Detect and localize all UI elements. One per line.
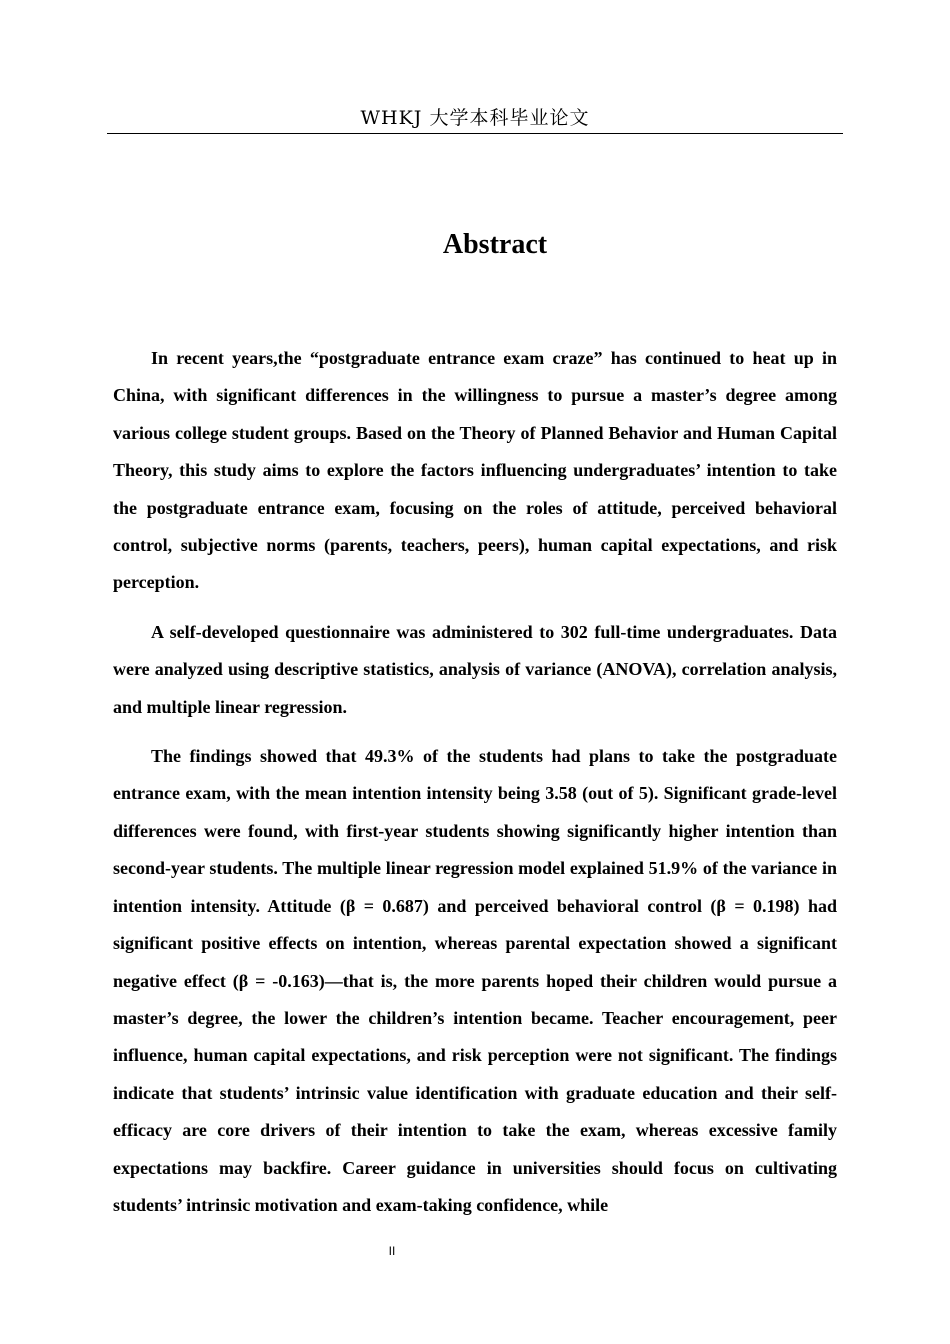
abstract-body	[113, 340, 837, 1236]
running-header: WHKJ 大学本科毕业论文	[107, 105, 843, 134]
abstract-paragraph-3: The findings showed that 49.3% of the students had plans to take the postgraduate entrance exam, with the mean intention intensity being 3.58 (out of 5). Significant grade-level differences were found, with first-year students showing significantly higher intention than second-year students. The multiple linear regression model explained 51.9% of the variance in intention intensity. Attitude (β = 0.687) and perceived behavioral control (β = 0.198) had significant positive effects on intention, whereas parental expectation showed a significant negative effect (β = -0.163)—that is, the more parents hoped their children would pursue a master’s degree, the lower the children’s intention became. Teacher encouragement, peer influence, human capital expectations, and risk perception were not significant. The findings indicate that students’ intrinsic value identification with graduate education and their self-efficacy are core drivers of their intention to take the exam, whereas excessive family expectations may backfire. Career guidance in universities should focus on cultivating students’ intrinsic motivation and exam-taking confidence, while	[113, 746, 837, 1215]
page-number: II	[388, 1244, 396, 1258]
abstract-title: Abstract	[442, 229, 548, 260]
abstract-paragraph-2: A self-developed questionnaire was administered to 302 full-time undergraduates. Data were analyzed using descriptive statistics, analysis of variance (ANOVA), correlation analysis, and multiple linear regression.	[113, 621, 837, 717]
abstract-paragraph-1: In recent years,the “postgraduate entrance exam craze” has continued to heat up in China, with significant differences in the willingness to pursue a master’s degree among various college student groups. Based on the Theory of Planned Behavior and Human Capital Theory, this study aims to explore the factors influencing undergraduates’ intention to take the postgraduate entrance exam, focusing on the roles of attitude, perceived behavioral control, subjective norms (parents, teachers, peers), human capital expectations, and risk perception.	[113, 348, 837, 593]
